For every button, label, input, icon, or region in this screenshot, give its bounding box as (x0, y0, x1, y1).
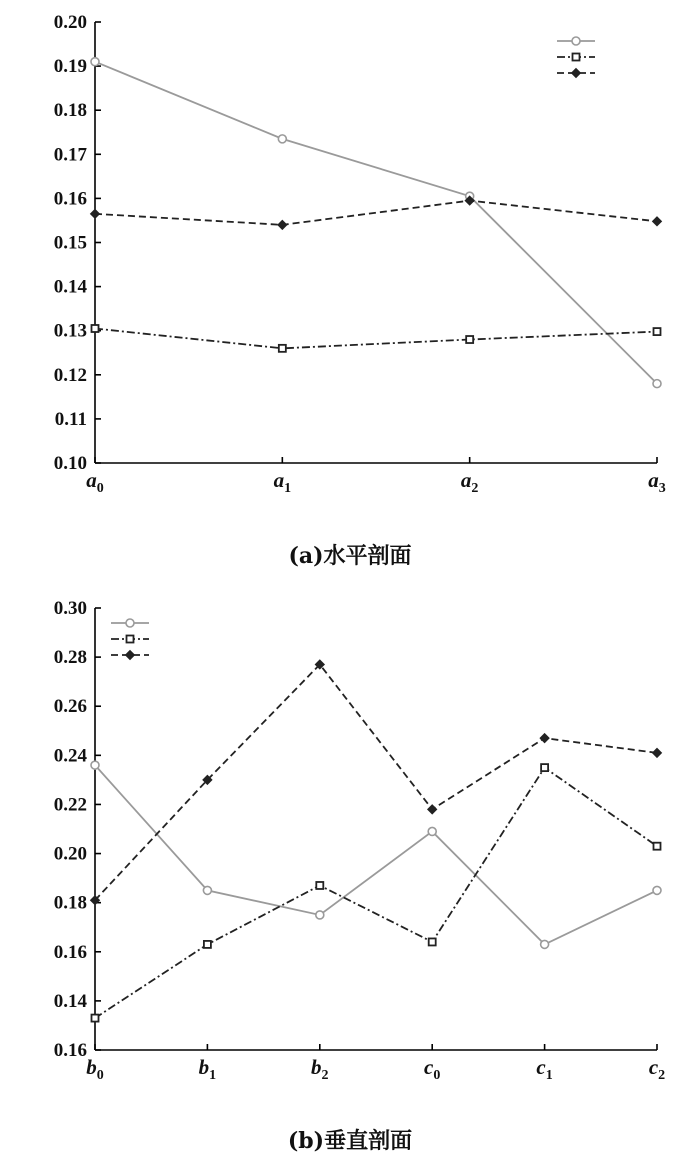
data-point (204, 941, 211, 948)
series-line-3 (95, 664, 657, 900)
y-tick-label: 0.17 (53, 144, 87, 166)
y-tick-label: 0.18 (53, 100, 87, 122)
x-tick-label: $a_1$ (273, 468, 292, 496)
legend (557, 37, 595, 78)
chart-a (54, 12, 666, 569)
data-point (92, 325, 99, 332)
data-point (540, 734, 549, 743)
data-point (428, 827, 436, 835)
data-point (653, 380, 661, 388)
data-point (92, 1015, 99, 1022)
data-point (653, 748, 662, 757)
data-point (316, 911, 324, 919)
legend-marker (127, 636, 134, 643)
y-tick-label: 0.11 (54, 408, 87, 430)
data-point (429, 938, 436, 945)
legend-marker (126, 651, 135, 660)
x-tick-label: $b_2$ (311, 1055, 329, 1083)
x-tick-label: $a_3$ (648, 468, 666, 496)
x-tick-label: $a_2$ (460, 468, 479, 496)
y-tick-label: 0.20 (53, 843, 87, 865)
y-tick-label: 0.16 (53, 941, 87, 963)
legend-marker (126, 619, 134, 627)
y-tick-label: 0.12 (53, 364, 87, 386)
data-point (653, 217, 662, 226)
series-line-3 (95, 201, 657, 225)
x-tick-label: $c_0$ (424, 1055, 441, 1083)
y-tick-label: 0.24 (53, 745, 87, 767)
y-tick-label: 0.30 (53, 598, 87, 619)
data-point (278, 135, 286, 143)
data-point (91, 761, 99, 769)
series-line-1 (95, 765, 657, 944)
chart-b (54, 598, 665, 1154)
y-tick-label: 0.26 (53, 696, 87, 718)
figure-caption: (a)水平剖面 (288, 543, 412, 569)
data-point (316, 882, 323, 889)
legend-marker (572, 37, 580, 45)
data-point (91, 58, 99, 66)
data-point (279, 345, 286, 352)
y-tick-label: 0.19 (53, 56, 87, 78)
y-tick-label: 0.15 (53, 232, 87, 254)
x-tick-label: $c_2$ (648, 1055, 666, 1083)
y-tick-label: 0.14 (53, 276, 87, 298)
y-tick-label: 0.28 (53, 647, 87, 669)
x-tick-label: $a_0$ (86, 468, 104, 496)
y-tick-label: 0.18 (53, 892, 87, 914)
data-point (654, 843, 661, 850)
data-point (278, 220, 287, 229)
data-point (654, 328, 661, 335)
data-point (653, 886, 661, 894)
x-tick-label: $b_1$ (198, 1055, 217, 1083)
y-tick-label: 0.14 (53, 990, 87, 1012)
data-point (203, 886, 211, 894)
y-tick-label: 0.10 (53, 453, 87, 474)
y-tick-label: 0.16 (53, 1040, 87, 1061)
y-tick-label: 0.13 (53, 320, 87, 342)
x-tick-label: $c_1$ (536, 1055, 553, 1083)
legend-marker (573, 54, 580, 61)
y-tick-label: 0.22 (53, 794, 87, 816)
series-line-1 (95, 62, 657, 384)
data-point (428, 805, 437, 814)
data-point (541, 764, 548, 771)
figure-caption: (b)垂直剖面 (287, 1128, 413, 1154)
y-tick-label: 0.20 (53, 12, 87, 33)
series-line-2 (95, 768, 657, 1018)
legend-marker (572, 69, 581, 78)
data-point (541, 940, 549, 948)
legend (111, 619, 149, 660)
data-point (91, 209, 100, 218)
data-point (466, 336, 473, 343)
x-tick-label: $b_0$ (86, 1055, 104, 1083)
y-tick-label: 0.16 (53, 188, 87, 210)
series-line-2 (95, 328, 657, 348)
